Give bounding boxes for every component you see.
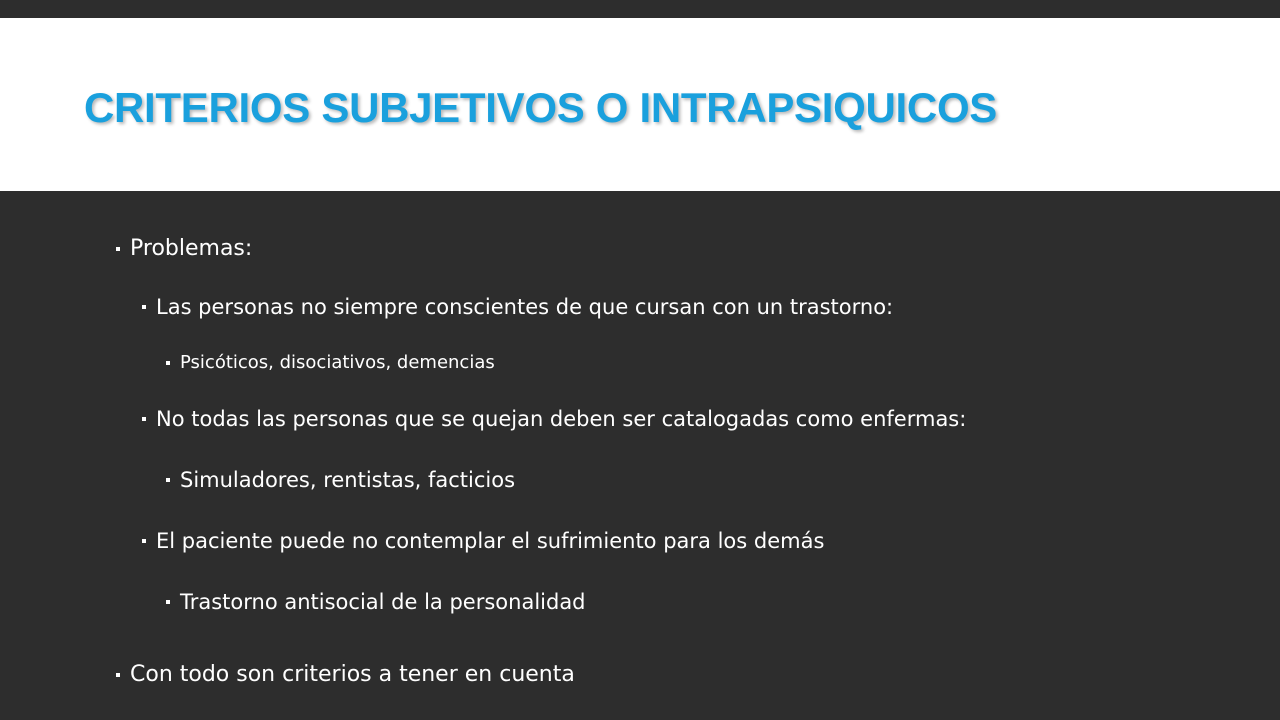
bullet-text: Con todo son criterios a tener en cuenta: [130, 662, 575, 687]
top-strip: [0, 0, 1280, 18]
bullet-simuladores: [166, 468, 515, 492]
bullet-marker: [166, 600, 170, 604]
bullet-marker: [142, 305, 146, 309]
bullet-text: El paciente puede no contemplar el sufrimiento para los demás: [156, 529, 825, 553]
slide-title: CRITERIOS SUBJETIVOS O INTRAPSIQUICOS: [84, 84, 998, 131]
bullet-sufrimiento: [142, 529, 824, 553]
bullet-marker: [116, 247, 120, 251]
bullet-no-todas: [142, 407, 966, 431]
bullet-marker: [142, 417, 146, 421]
bullet-marker: [166, 478, 170, 482]
bullet-problemas: [116, 236, 252, 261]
bullet-text: Trastorno antisocial de la personalidad: [180, 590, 586, 614]
bullet-text: Las personas no siempre conscientes de que cursan con un trastorno:: [156, 295, 894, 319]
bullet-con-todo: [116, 662, 575, 687]
bullet-psicoticos: [166, 352, 495, 373]
bullet-antisocial: [166, 590, 586, 614]
bullet-marker: [116, 673, 120, 677]
bullet-text: Simuladores, rentistas, facticios: [180, 468, 516, 492]
bullet-marker: [142, 539, 146, 543]
bullet-marker: [166, 361, 170, 365]
bullet-text: No todas las personas que se quejan deben ser catalogadas como enfermas:: [156, 407, 967, 431]
bullet-text: Problemas:: [130, 236, 253, 261]
bullet-text: Psicóticos, disociativos, demencias: [180, 352, 495, 373]
bullet-no-conscientes: [142, 295, 893, 319]
